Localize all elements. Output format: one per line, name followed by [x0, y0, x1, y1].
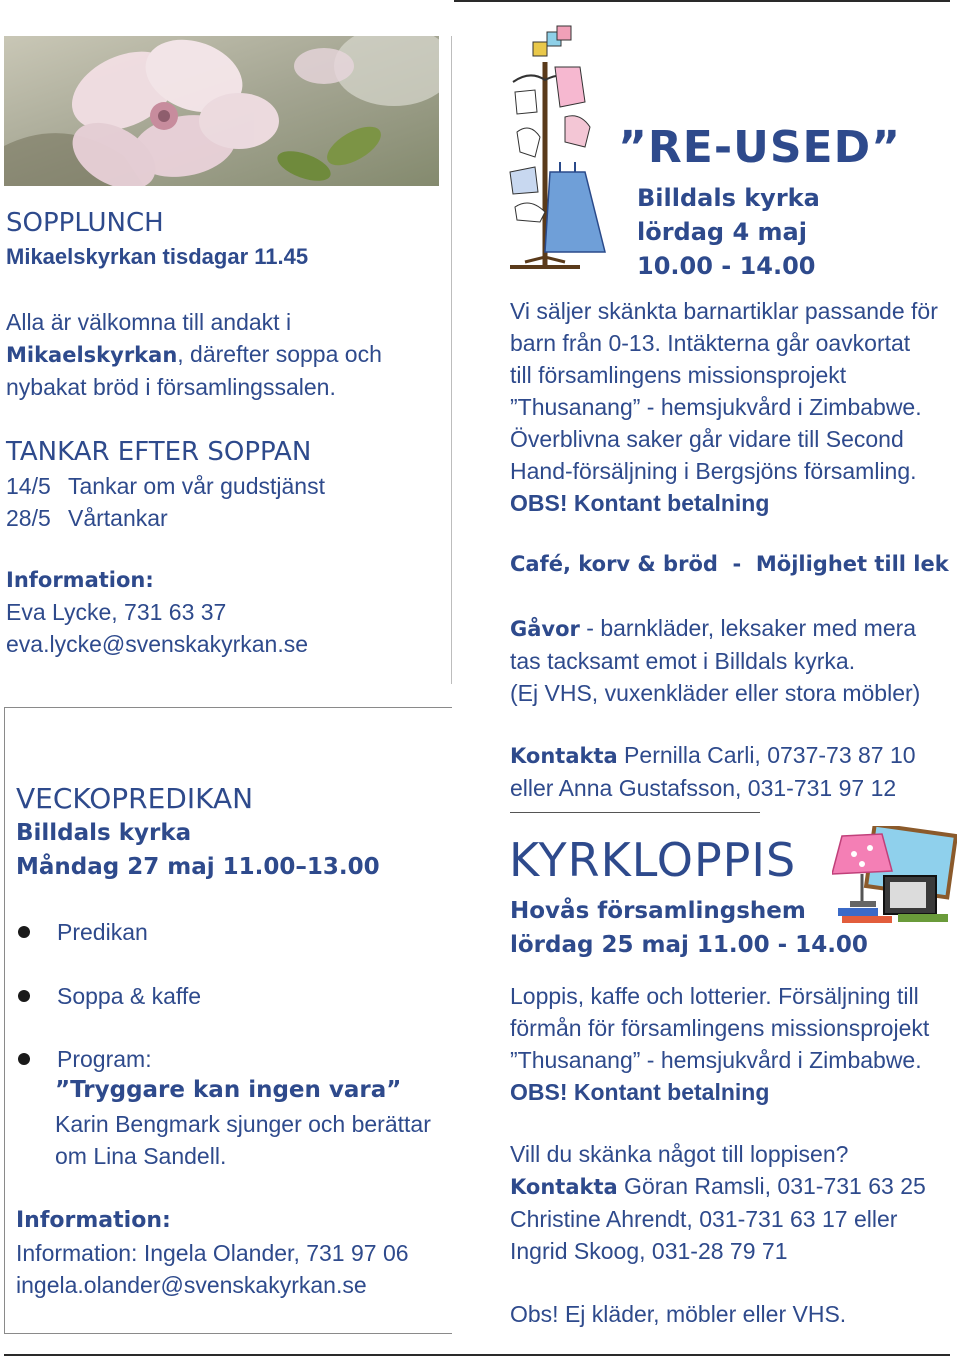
- tankar-contact-name: Eva Lycke, 731 63 37: [6, 599, 227, 625]
- bullet-dot: [18, 926, 30, 938]
- program-title: ”Tryggare kan ingen vara”: [55, 1077, 402, 1103]
- sopplunch-line-2: [6, 338, 446, 371]
- bullet-soppa: Soppa & kaffe: [57, 983, 202, 1009]
- bullet-dot: [18, 1053, 30, 1065]
- tankar-date: 14/5: [6, 473, 51, 499]
- kyrkloppis-kontakta-line-3: Ingrid Skoog, 031-28 79 71: [510, 1238, 788, 1264]
- sopplunch-title: SOPPLUNCH: [6, 208, 164, 238]
- kyrkloppis-description: [510, 980, 950, 1108]
- gavor-line-1-rest: - barnkläder, leksaker med mera: [579, 615, 917, 641]
- kyrkloppis-final-note: Obs! Ej kläder, möbler eller VHS.: [510, 1301, 847, 1327]
- kyrkloppis-line: förmån för församlingens missionsprojekt: [510, 1015, 930, 1041]
- kyrkloppis-question: Vill du skänka något till loppisen?: [510, 1141, 849, 1167]
- veckopredikan-title: VECKOPREDIKAN: [16, 782, 254, 815]
- sopplunch-line-1: Alla är välkomna till andakt i: [6, 309, 292, 335]
- left-column-divider: [451, 36, 452, 684]
- reused-kontakta-rest: Pernilla Carli, 0737-73 87 10: [617, 742, 916, 768]
- top-rule: [454, 0, 950, 2]
- tankar-item-text: Vårtankar: [68, 505, 168, 531]
- veckopredikan-contact-email[interactable]: ingela.olander@svenskakyrkan.se: [16, 1272, 367, 1298]
- reused-line: ”Thusanang” - hemsjukvård i Zimbabwe.: [510, 394, 922, 420]
- program-description: [55, 1108, 431, 1172]
- kontakta-bold: Kontakta: [510, 1175, 618, 1199]
- tankar-title: TANKAR EFTER SOPPAN: [6, 437, 312, 467]
- program-line-2: om Lina Sandell.: [55, 1143, 227, 1169]
- reused-kontakta-line-1: [510, 739, 950, 772]
- veckopredikan-contact-name: Information: Ingela Olander, 731 97 06: [16, 1240, 409, 1266]
- kyrkloppis-place: Hovås församlingshem: [510, 898, 806, 924]
- gavor-line-3: (Ej VHS, vuxenkläder eller stora möbler): [510, 680, 921, 706]
- reused-line: Vi säljer skänkta barnartiklar passande för: [510, 298, 938, 324]
- tankar-item: [6, 470, 325, 502]
- kyrkloppis-contact: [510, 1138, 950, 1267]
- kyrkloppis-line: Loppis, kaffe och lotterier. Försäljning till: [510, 983, 919, 1009]
- reused-line: till församlingens missionsprojekt: [510, 362, 847, 388]
- tankar-contact: [6, 596, 308, 660]
- veckopredikan-place: Billdals kyrka: [16, 820, 192, 846]
- tankar-list: [6, 470, 325, 534]
- tankar-date: 28/5: [6, 505, 51, 531]
- cherry-blossom-photo: [4, 36, 439, 186]
- tankar-info-label: Information:: [6, 568, 154, 592]
- gavor-bold: Gåvor: [510, 617, 580, 641]
- reused-line: barn från 0-13. Intäkterna går oavkortat: [510, 330, 911, 356]
- reused-line: Hand-försäljning i Bergsjöns församling.: [510, 458, 917, 484]
- veckopredikan-contact: [16, 1237, 409, 1301]
- bullet-dot: [18, 990, 30, 1002]
- reused-date: lördag 4 maj: [637, 218, 807, 246]
- kyrkloppis-line: ”Thusanang” - hemsjukvård i Zimbabwe.: [510, 1047, 922, 1073]
- reused-description: [510, 295, 950, 519]
- bottom-rule: [4, 1354, 950, 1356]
- reused-place: Billdals kyrka: [637, 184, 820, 212]
- section-divider: [510, 812, 760, 813]
- sopplunch-line-3: nybakat bröd i församlingssalen.: [6, 374, 336, 400]
- kontakta-bold: Kontakta: [510, 744, 618, 768]
- bullet-program: Program:: [57, 1046, 152, 1072]
- bullet-predikan: Predikan: [57, 919, 148, 945]
- sopplunch-text: [6, 306, 446, 403]
- gavor-line-1: [510, 612, 950, 645]
- tankar-item-text: Tankar om vår gudstjänst: [68, 473, 325, 499]
- reused-title: ”RE-USED”: [618, 122, 902, 173]
- reused-kontakta-line-2: eller Anna Gustafsson, 031-731 97 12: [510, 775, 897, 801]
- kyrkloppis-kontakta-line-2: Christine Ahrendt, 031-731 63 17 eller: [510, 1206, 898, 1232]
- reused-line: Överblivna saker går vidare till Second: [510, 426, 904, 452]
- flea-market-illustration: [832, 826, 957, 926]
- clothes-rack-illustration: [505, 22, 615, 270]
- kyrkloppis-title: KYRKLOPPIS: [509, 833, 797, 887]
- reused-gavor: [510, 612, 950, 709]
- reused-kontakta: [510, 739, 950, 804]
- kyrkloppis-obs: OBS! Kontant betalning: [510, 1079, 770, 1105]
- mikaelskyrkan-bold: Mikaelskyrkan: [6, 343, 178, 367]
- veckopredikan-time: Måndag 27 maj 11.00–13.00: [16, 854, 380, 880]
- veckopredikan-info-label: Information:: [16, 1208, 171, 1233]
- kyrkloppis-kontakta-line-1: [510, 1170, 950, 1203]
- kyrkloppis-time: lördag 25 maj 11.00 - 14.00: [510, 932, 868, 958]
- tankar-item: [6, 502, 325, 534]
- reused-obs: OBS! Kontant betalning: [510, 490, 770, 516]
- gavor-line-2: tas tacksamt emot i Billdals kyrka.: [510, 648, 856, 674]
- reused-time: 10.00 - 14.00: [637, 252, 816, 280]
- reused-cafe: Café, korv & bröd - Möjlighet till lek: [510, 552, 949, 576]
- sopplunch-subtitle: Mikaelskyrkan tisdagar 11.45: [6, 244, 309, 269]
- kyrkloppis-kontakta-rest: Göran Ramsli, 031-731 63 25: [617, 1173, 926, 1199]
- program-line-1: Karin Bengmark sjunger och berättar: [55, 1111, 431, 1137]
- sopplunch-line-2-rest: , därefter soppa och: [177, 341, 382, 367]
- tankar-contact-email[interactable]: eva.lycke@svenskakyrkan.se: [6, 631, 309, 657]
